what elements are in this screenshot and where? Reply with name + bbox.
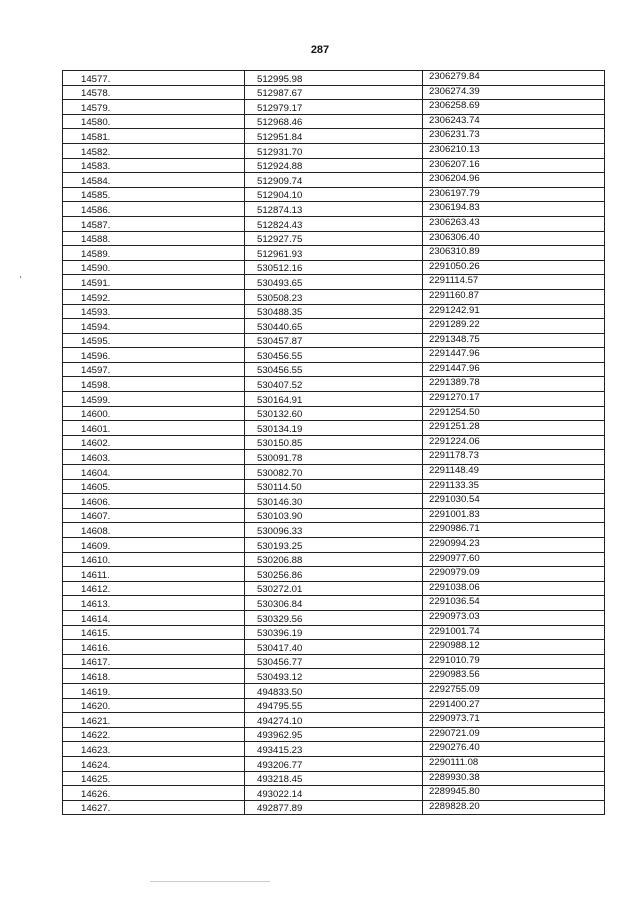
scan-artifact xyxy=(150,881,270,882)
serial-number-cell: 14627. xyxy=(63,800,245,815)
serial-number-cell: 14607. xyxy=(63,508,245,523)
serial-number-cell: 14582. xyxy=(63,143,245,158)
northing-cell: 2291178.73 xyxy=(423,450,605,465)
easting-cell: 530193.25 xyxy=(245,538,423,553)
easting-cell: 512987.67 xyxy=(245,85,423,100)
table-row xyxy=(63,275,605,290)
northing-cell: 2291224.06 xyxy=(423,435,605,450)
northing-cell: 2306243.74 xyxy=(423,114,605,129)
northing-cell: 2291348.75 xyxy=(423,333,605,348)
easting-cell: 530206.88 xyxy=(245,552,423,567)
serial-number-cell: 14595. xyxy=(63,333,245,348)
serial-number-cell: 14600. xyxy=(63,406,245,421)
serial-number-cell: 14625. xyxy=(63,771,245,786)
easting-cell: 530456.55 xyxy=(245,348,423,363)
table-row xyxy=(63,231,605,246)
table-row xyxy=(63,494,605,509)
table-row xyxy=(63,304,605,319)
serial-number-cell: 14626. xyxy=(63,786,245,801)
easting-cell: 530164.91 xyxy=(245,392,423,407)
table-row xyxy=(63,158,605,173)
northing-cell: 2291050.26 xyxy=(423,260,605,275)
easting-cell: 512931.70 xyxy=(245,143,423,158)
table-row xyxy=(63,202,605,217)
table-row xyxy=(63,727,605,742)
easting-cell: 530456.55 xyxy=(245,362,423,377)
table-row xyxy=(63,348,605,363)
easting-cell: 530508.23 xyxy=(245,289,423,304)
northing-cell: 2290994.23 xyxy=(423,538,605,553)
easting-cell: 530396.19 xyxy=(245,625,423,640)
serial-number-cell: 14620. xyxy=(63,698,245,713)
northing-cell: 2306263.43 xyxy=(423,216,605,231)
northing-cell: 2291036.54 xyxy=(423,596,605,611)
serial-number-cell: 14616. xyxy=(63,640,245,655)
serial-number-cell: 14596. xyxy=(63,348,245,363)
table-row xyxy=(63,143,605,158)
northing-cell: 2306279.84 xyxy=(423,71,605,86)
northing-cell: 2291447.96 xyxy=(423,348,605,363)
serial-number-cell: 14608. xyxy=(63,523,245,538)
northing-cell: 2290979.09 xyxy=(423,567,605,582)
serial-number-cell: 14577. xyxy=(63,71,245,86)
serial-number-cell: 14624. xyxy=(63,756,245,771)
easting-cell: 512909.74 xyxy=(245,173,423,188)
easting-cell: 530256.86 xyxy=(245,567,423,582)
table-row xyxy=(63,538,605,553)
northing-cell: 2291030.54 xyxy=(423,494,605,509)
table-row xyxy=(63,654,605,669)
table-row xyxy=(63,669,605,684)
northing-cell: 2289930.38 xyxy=(423,771,605,786)
serial-number-cell: 14619. xyxy=(63,683,245,698)
table-row xyxy=(63,362,605,377)
easting-cell: 530082.70 xyxy=(245,465,423,480)
serial-number-cell: 14593. xyxy=(63,304,245,319)
northing-cell: 2291289.22 xyxy=(423,319,605,334)
easting-cell: 492877.89 xyxy=(245,800,423,815)
easting-cell: 512904.10 xyxy=(245,187,423,202)
easting-cell: 530456.77 xyxy=(245,654,423,669)
northing-cell: 2306310.89 xyxy=(423,246,605,261)
serial-number-cell: 14588. xyxy=(63,231,245,246)
table-row xyxy=(63,771,605,786)
northing-cell: 2291038.06 xyxy=(423,581,605,596)
table-row xyxy=(63,596,605,611)
serial-number-cell: 14615. xyxy=(63,625,245,640)
northing-cell: 2290276.40 xyxy=(423,742,605,757)
table-row xyxy=(63,260,605,275)
serial-number-cell: 14598. xyxy=(63,377,245,392)
serial-number-cell: 14591. xyxy=(63,275,245,290)
northing-cell: 2290983.56 xyxy=(423,669,605,684)
northing-cell: 2289828.20 xyxy=(423,800,605,815)
easting-cell: 493022.14 xyxy=(245,786,423,801)
northing-cell: 2291001.74 xyxy=(423,625,605,640)
easting-cell: 530146.30 xyxy=(245,494,423,509)
northing-cell: 2306210.13 xyxy=(423,143,605,158)
easting-cell: 512874.13 xyxy=(245,202,423,217)
table-row xyxy=(63,319,605,334)
table-row xyxy=(63,406,605,421)
table-row xyxy=(63,85,605,100)
easting-cell: 530493.65 xyxy=(245,275,423,290)
northing-cell: 2306274.39 xyxy=(423,85,605,100)
page-number: 287 xyxy=(310,44,330,56)
northing-cell: 2289945.80 xyxy=(423,786,605,801)
easting-cell: 530091.78 xyxy=(245,450,423,465)
serial-number-cell: 14622. xyxy=(63,727,245,742)
easting-cell: 512968.46 xyxy=(245,114,423,129)
northing-cell: 2291389.78 xyxy=(423,377,605,392)
easting-cell: 530132.60 xyxy=(245,406,423,421)
serial-number-cell: 14594. xyxy=(63,319,245,334)
table-row xyxy=(63,187,605,202)
serial-number-cell: 14610. xyxy=(63,552,245,567)
table-row xyxy=(63,640,605,655)
northing-cell: 2306207.16 xyxy=(423,158,605,173)
northing-cell: 2290721.09 xyxy=(423,727,605,742)
easting-cell: 530096.33 xyxy=(245,523,423,538)
easting-cell: 530417.40 xyxy=(245,640,423,655)
easting-cell: 530407.52 xyxy=(245,377,423,392)
easting-cell: 530457.87 xyxy=(245,333,423,348)
serial-number-cell: 14602. xyxy=(63,435,245,450)
table-row xyxy=(63,333,605,348)
serial-number-cell: 14597. xyxy=(63,362,245,377)
serial-number-cell: 14578. xyxy=(63,85,245,100)
serial-number-cell: 14609. xyxy=(63,538,245,553)
easting-cell: 493206.77 xyxy=(245,756,423,771)
northing-cell: 2290977.60 xyxy=(423,552,605,567)
table-row xyxy=(63,100,605,115)
serial-number-cell: 14580. xyxy=(63,114,245,129)
easting-cell: 530272.01 xyxy=(245,581,423,596)
northing-cell: 2291270.17 xyxy=(423,392,605,407)
easting-cell: 530440.65 xyxy=(245,319,423,334)
northing-cell: 2290988.12 xyxy=(423,640,605,655)
easting-cell: 493415.23 xyxy=(245,742,423,757)
table-row xyxy=(63,786,605,801)
serial-number-cell: 14581. xyxy=(63,129,245,144)
table-row xyxy=(63,742,605,757)
easting-cell: 530103.90 xyxy=(245,508,423,523)
serial-number-cell: 14601. xyxy=(63,421,245,436)
serial-number-cell: 14585. xyxy=(63,187,245,202)
table-row xyxy=(63,552,605,567)
serial-number-cell: 14612. xyxy=(63,581,245,596)
serial-number-cell: 14587. xyxy=(63,216,245,231)
serial-number-cell: 14618. xyxy=(63,669,245,684)
easting-cell: 530114.50 xyxy=(245,479,423,494)
table-row xyxy=(63,465,605,480)
serial-number-cell: 14617. xyxy=(63,654,245,669)
serial-number-cell: 14605. xyxy=(63,479,245,494)
table-row xyxy=(63,173,605,188)
serial-number-cell: 14586. xyxy=(63,202,245,217)
serial-number-cell: 14604. xyxy=(63,465,245,480)
easting-cell: 530493.12 xyxy=(245,669,423,684)
northing-cell: 2291010.79 xyxy=(423,654,605,669)
northing-cell: 2306231.73 xyxy=(423,129,605,144)
serial-number-cell: 14592. xyxy=(63,289,245,304)
easting-cell: 530329.56 xyxy=(245,610,423,625)
easting-cell: 493218.45 xyxy=(245,771,423,786)
easting-cell: 512951.84 xyxy=(245,129,423,144)
northing-cell: 2291114.57 xyxy=(423,275,605,290)
easting-cell: 512961.93 xyxy=(245,246,423,261)
northing-cell: 2291160.87 xyxy=(423,289,605,304)
easting-cell: 530134.19 xyxy=(245,421,423,436)
easting-cell: 512927.75 xyxy=(245,231,423,246)
table-row xyxy=(63,246,605,261)
easting-cell: 494795.55 xyxy=(245,698,423,713)
northing-cell: 2290986.71 xyxy=(423,523,605,538)
northing-cell: 2291254.50 xyxy=(423,406,605,421)
northing-cell: 2306258.69 xyxy=(423,100,605,115)
table-row xyxy=(63,289,605,304)
easting-cell: 512995.98 xyxy=(245,71,423,86)
northing-cell: 2291447.96 xyxy=(423,362,605,377)
serial-number-cell: 14579. xyxy=(63,100,245,115)
table-row xyxy=(63,713,605,728)
northing-cell: 2306306.40 xyxy=(423,231,605,246)
easting-cell: 530306.84 xyxy=(245,596,423,611)
table-row xyxy=(63,377,605,392)
northing-cell: 2292755.09 xyxy=(423,683,605,698)
serial-number-cell: 14603. xyxy=(63,450,245,465)
northing-cell: 2291148.49 xyxy=(423,465,605,480)
table-row xyxy=(63,698,605,713)
northing-cell: 2306194.83 xyxy=(423,202,605,217)
easting-cell: 530150.85 xyxy=(245,435,423,450)
northing-cell: 2291001.83 xyxy=(423,508,605,523)
northing-cell: 2290111.08 xyxy=(423,756,605,771)
table-row xyxy=(63,610,605,625)
table-row xyxy=(63,421,605,436)
northing-cell: 2306204.96 xyxy=(423,173,605,188)
northing-cell: 2290973.03 xyxy=(423,610,605,625)
serial-number-cell: 14599. xyxy=(63,392,245,407)
table-row xyxy=(63,508,605,523)
northing-cell: 2306197.79 xyxy=(423,187,605,202)
serial-number-cell: 14613. xyxy=(63,596,245,611)
easting-cell: 493962.95 xyxy=(245,727,423,742)
serial-number-cell: 14621. xyxy=(63,713,245,728)
northing-cell: 2291242.91 xyxy=(423,304,605,319)
easting-cell: 512979.17 xyxy=(245,100,423,115)
table-row xyxy=(63,129,605,144)
table-row xyxy=(63,450,605,465)
easting-cell: 530512.16 xyxy=(245,260,423,275)
easting-cell: 494274.10 xyxy=(245,713,423,728)
serial-number-cell: 14589. xyxy=(63,246,245,261)
table-row xyxy=(63,114,605,129)
northing-cell: 2291133.35 xyxy=(423,479,605,494)
easting-cell: 530488.35 xyxy=(245,304,423,319)
easting-cell: 512924.88 xyxy=(245,158,423,173)
serial-number-cell: 14584. xyxy=(63,173,245,188)
serial-number-cell: 14606. xyxy=(63,494,245,509)
serial-number-cell: 14590. xyxy=(63,260,245,275)
serial-number-cell: 14623. xyxy=(63,742,245,757)
serial-number-cell: 14611. xyxy=(63,567,245,582)
table-row xyxy=(63,567,605,582)
table-row xyxy=(63,479,605,494)
serial-number-cell: 14614. xyxy=(63,610,245,625)
northing-cell: 2290973.71 xyxy=(423,713,605,728)
table-row xyxy=(63,435,605,450)
table-body xyxy=(63,71,605,815)
table-row xyxy=(63,683,605,698)
easting-cell: 494833.50 xyxy=(245,683,423,698)
scan-artifact xyxy=(20,276,21,278)
table-row xyxy=(63,71,605,86)
coordinates-table xyxy=(62,70,605,815)
table-row xyxy=(63,581,605,596)
easting-cell: 512824.43 xyxy=(245,216,423,231)
table-row xyxy=(63,216,605,231)
table-row xyxy=(63,625,605,640)
table-row xyxy=(63,756,605,771)
northing-cell: 2291400.27 xyxy=(423,698,605,713)
serial-number-cell: 14583. xyxy=(63,158,245,173)
table-row xyxy=(63,523,605,538)
northing-cell: 2291251.28 xyxy=(423,421,605,436)
table-row xyxy=(63,392,605,407)
table-row xyxy=(63,800,605,815)
